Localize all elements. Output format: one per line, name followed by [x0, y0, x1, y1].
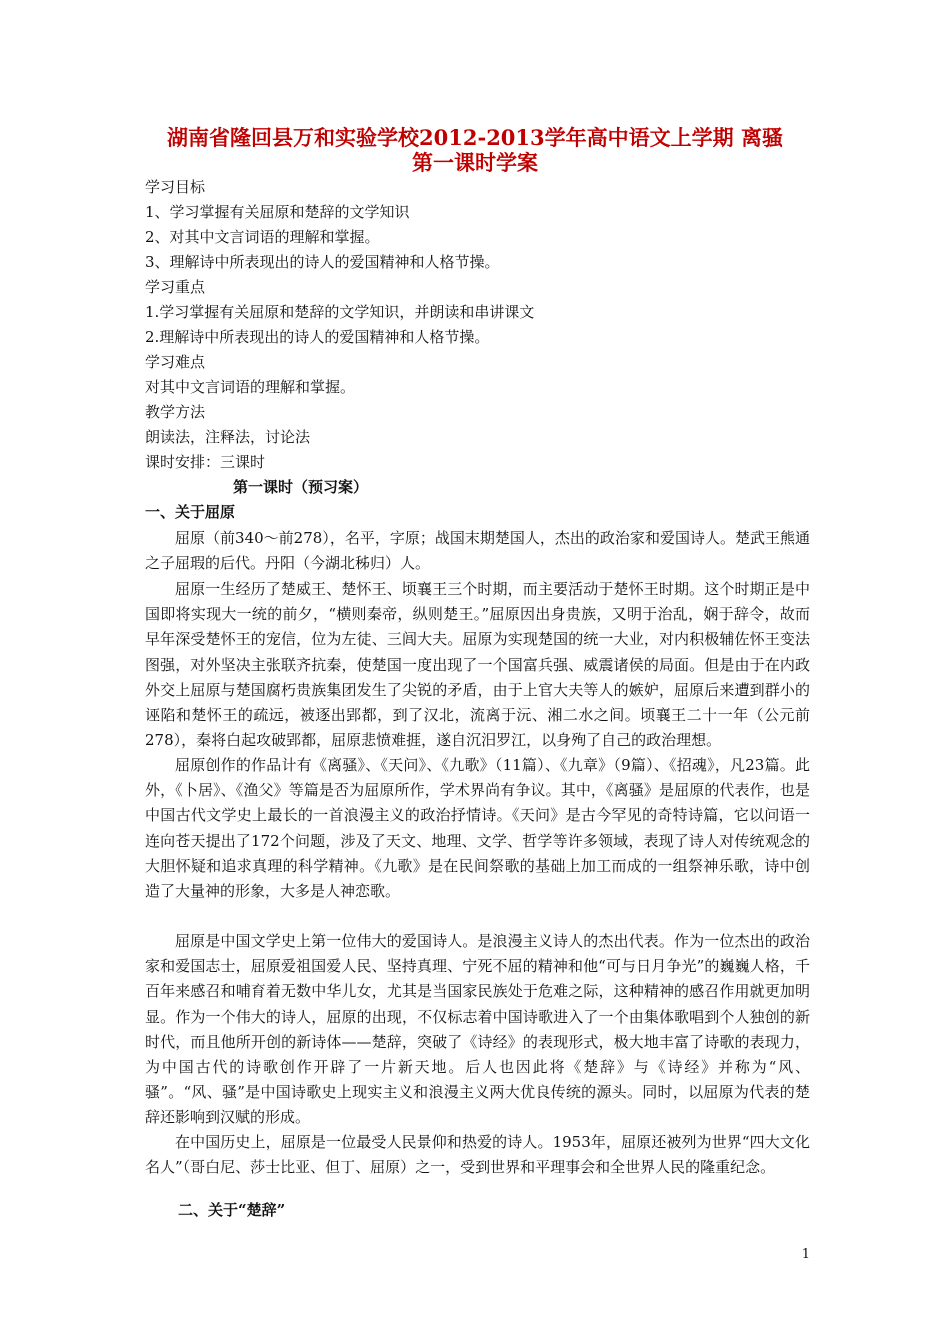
paragraph: 屈原创作的作品计有《离骚》、《天问》、《九歌》（11篇）、《九章》（9篇）、《招魂》，凡23篇。此外，《卜居》、《渔父》等篇是否为屈原所作，学术界尚有争议。其中，《离骚》是屈原的代表作，也是中国古代文学史上最长的一首浪漫主义的政治抒情诗。《天问》是古今罕见的奇特诗篇，它以问语一连向苍天提出了172个问题，涉及了天文、地理、文学、哲学等许多领域，表现了诗人对传统观念的大胆怀疑和追求真理的科学精神。《九歌》是在民间祭歌的基础上加工而成的一组祭神乐歌，诗中创造了大量神的形象，大多是人神恋歌。 [145, 756, 810, 901]
paragraph: 屈原（前340～前278），名平，字原；战国末期楚国人，杰出的政治家和爱国诗人。楚武王熊通之子屈瑕的后代。丹阳（今湖北秭归）人。 [145, 529, 810, 573]
objectives-heading: 学习目标 [145, 178, 206, 196]
paragraph: 在中国历史上，屈原是一位最受人民景仰和热爱的诗人。1953年，屈原还被列为世界“四大文化名人”（哥白尼、莎士比亚、但丁、屈原）之一，受到世界和平理事会和全世界人民的隆重纪念。 [145, 1133, 810, 1177]
method-heading: 教学方法 [145, 403, 206, 421]
difficulty-text: 对其中文言词语的理解和掌握。 [145, 378, 356, 396]
objective-item: 2、对其中文言词语的理解和掌握。 [145, 228, 380, 246]
document-title: 湖南省隆回县万和实验学校2012-2013学年高中语文上学期 离骚 [167, 125, 783, 150]
paragraph: 屈原是中国文学史上第一位伟大的爱国诗人。是浪漫主义诗人的杰出代表。作为一位杰出的政治家和爱国志士，屈原爱祖国爱人民、坚持真理、宁死不屈的精神和他“可与日月争光”的巍巍人格，千百年来感召和哺育着无数中华儿女，尤其是当国家民族处于危难之际，这种精神的感召作用就更加明显。作为一个伟大的诗人，屈原的出现，不仅标志着中国诗歌进入了一个由集体歌唱到个人独创的新时代，而且他所开创的新诗体——楚辞，突破了《诗经》的表现形式，极大地丰富了诗歌的表现力，为中国古代的诗歌创作开辟了一片新天地。后人也因此将《楚辞》与《诗经》并称为“风、骚”。“风、骚”是中国诗歌史上现实主义和浪漫主义两大优良传统的源头。同时，以屈原为代表的楚辞还影响到汉赋的形成。 [145, 932, 810, 1127]
section-heading-qu-yuan: 一、关于屈原 [145, 503, 236, 521]
document-subtitle: 第一课时学案 [412, 150, 538, 175]
schedule-text: 课时安排：三课时 [145, 453, 266, 471]
focus-heading: 学习重点 [145, 278, 206, 296]
objective-item: 3、理解诗中所表现出的诗人的爱国精神和人格节操。 [145, 253, 500, 271]
section-heading-chuci: 二、关于“楚辞” [178, 1201, 286, 1219]
method-text: 朗读法，注释法，讨论法 [145, 428, 311, 446]
page-number: 1 [801, 1247, 810, 1262]
paragraph: 屈原一生经历了楚威王、楚怀王、顷襄王三个时期，而主要活动于楚怀王时期。这个时期正是中国即将实现大一统的前夕，“横则秦帝，纵则楚王。”屈原因出身贵族，又明于治乱，娴于辞令，故而早年深受楚怀王的宠信，位为左徒、三闾大夫。屈原为实现楚国的统一大业，对内积极辅佐怀王变法图强，对外坚决主张联齐抗秦，使楚国一度出现了一个国富兵强、威震诸侯的局面。但是由于在内政外交上屈原与楚国腐朽贵族集团发生了尖锐的矛盾，由于上官大夫等人的嫉妒，屈原后来遭到群小的诬陷和楚怀王的疏远，被逐出郢都，到了汉北，流离于沅、湘二水之间。顷襄王二十一年（公元前278），秦将白起攻破郢都，屈原悲愤难捱，遂自沉汨罗江，以身殉了自己的政治理想。 [145, 580, 810, 750]
focus-item: 2.理解诗中所表现出的诗人的爱国精神和人格节操。 [145, 328, 490, 346]
objective-item: 1、学习掌握有关屈原和楚辞的文学知识 [145, 203, 410, 221]
lesson-title: 第一课时（预习案） [233, 478, 369, 496]
focus-item: 1.学习掌握有关屈原和楚辞的文学知识，并朗读和串讲课文 [145, 303, 535, 321]
difficulty-heading: 学习难点 [145, 353, 206, 371]
